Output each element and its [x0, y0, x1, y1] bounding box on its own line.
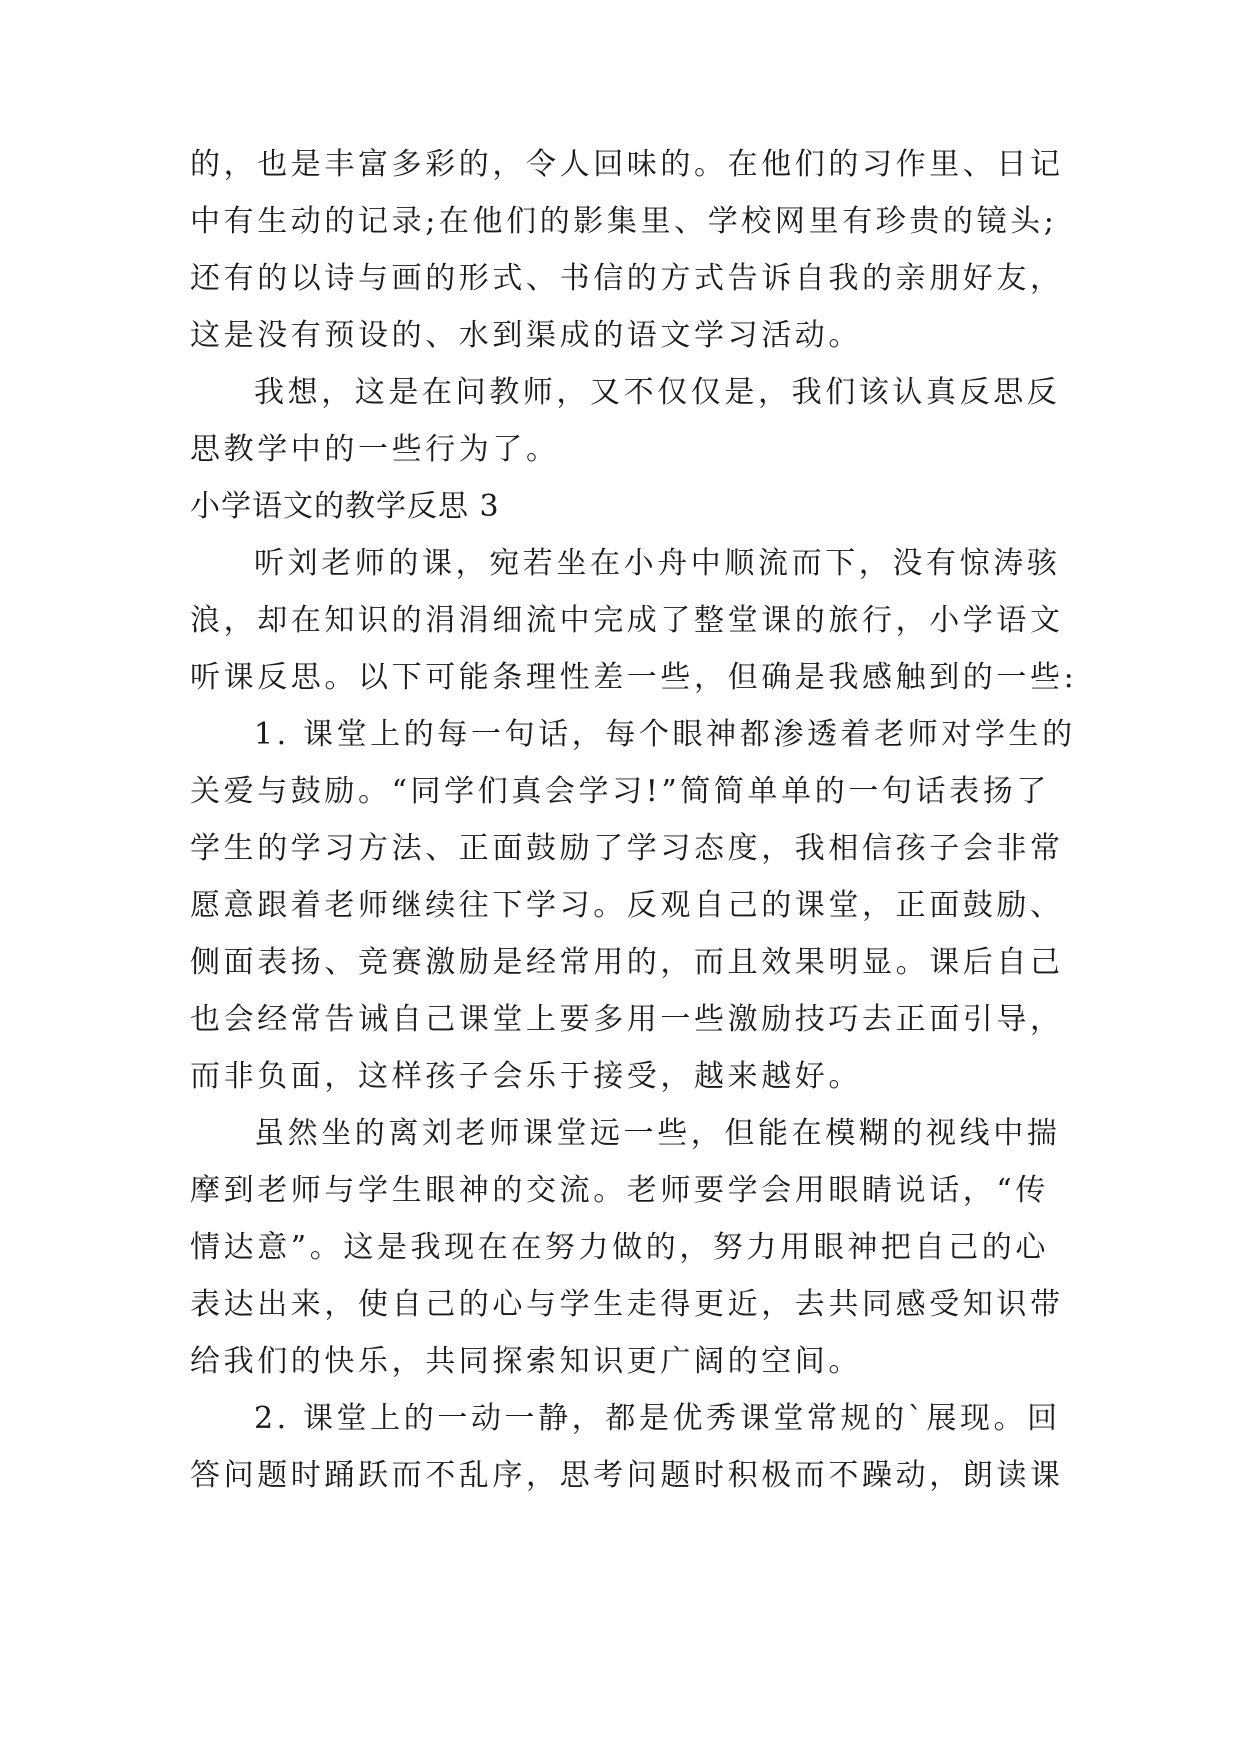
text-line: 给我们的快乐，共同探索知识更广阔的空间。: [190, 1344, 862, 1379]
text-line: 摩到老师与学生眼神的交流。老师要学会用眼睛说话，“传: [190, 1173, 1049, 1208]
text-line: 关爱与鼓励。“同学们真会学习!”简简单单的一句话表扬了: [190, 774, 1050, 809]
paragraph-first-line: 1. 课堂上的每一句话，每个眼神都渗透着老师对学生的: [254, 717, 1076, 752]
text-line: 这是没有预设的、水到渠成的语文学习活动。: [190, 318, 862, 353]
text-line: 表达出来，使自己的心与学生走得更近，去共同感受知识带: [190, 1287, 1064, 1322]
text-line: 也会经常告诫自己课堂上要多用一些激励技巧去正面引导，: [190, 1002, 1064, 1037]
text-line: 中有生动的记录;在他们的影集里、学校网里有珍贵的镜头;: [190, 204, 1058, 239]
text-line: 学生的学习方法、正面鼓励了学习态度，我相信孩子会非常: [190, 831, 1064, 866]
text-line: 思教学中的一些行为了。: [190, 432, 560, 467]
paragraph-first-line: 2. 课堂上的一动一静，都是优秀课堂常规的`展现。回: [254, 1401, 1061, 1436]
paragraph-first-line: 虽然坐的离刘老师课堂远一些，但能在模糊的视线中揣: [254, 1116, 1061, 1151]
paragraph-first-line: 我想，这是在问教师，又不仅仅是，我们该认真反思反: [254, 375, 1061, 410]
text-line: 愿意跟着老师继续往下学习。反观自己的课堂，正面鼓励、: [190, 888, 1064, 923]
paragraph-first-line: 听刘老师的课，宛若坐在小舟中顺流而下，没有惊涛骇: [254, 546, 1061, 581]
section-heading: 小学语文的教学反思 3: [190, 489, 500, 524]
text-line: 听课反思。以下可能条理性差一些，但确是我感触到的一些:: [190, 660, 1078, 695]
text-line: 答问题时踊跃而不乱序，思考问题时积极而不躁动，朗读课: [190, 1458, 1064, 1493]
text-line: 浪，却在知识的涓涓细流中完成了整堂课的旅行，小学语文: [190, 603, 1064, 638]
text-line: 的，也是丰富多彩的，令人回味的。在他们的习作里、日记: [190, 147, 1064, 182]
text-line: 情达意”。这是我现在在努力做的，努力用眼神把自己的心: [190, 1230, 1049, 1265]
document-body: [190, 136, 1078, 1504]
text-line: 而非负面，这样孩子会乐于接受，越来越好。: [190, 1059, 862, 1094]
text-line: 还有的以诗与画的形式、书信的方式告诉自我的亲朋好友，: [190, 261, 1064, 296]
text-line: 侧面表扬、竞赛激励是经常用的，而且效果明显。课后自己: [190, 945, 1064, 980]
